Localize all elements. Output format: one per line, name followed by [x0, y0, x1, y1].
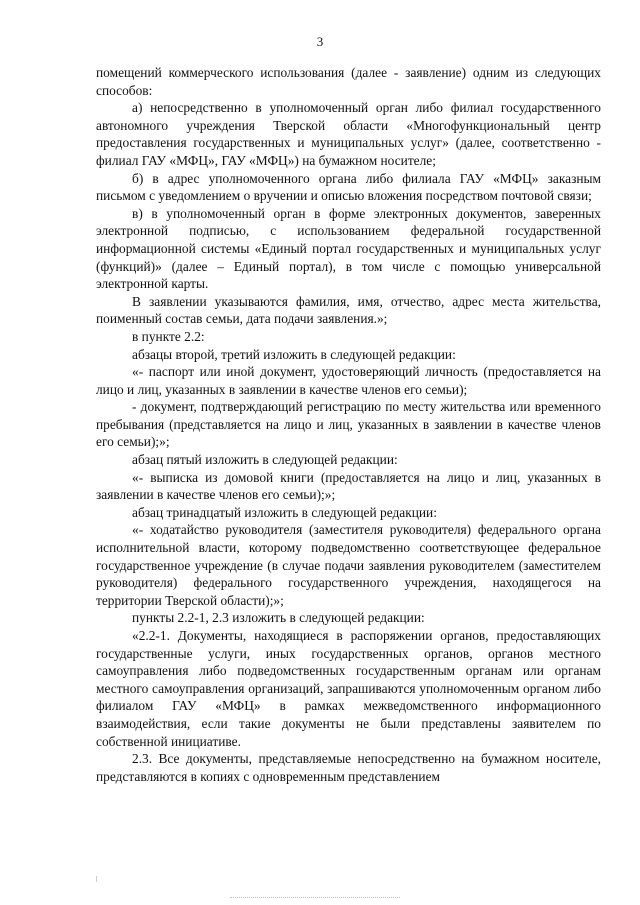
paragraph-6: в пункте 2.2:	[132, 328, 205, 344]
paragraph-16: 2.3. Все документы, представляемые непосредственно на бумажном носителе, представляются в копиях с одновременным представлением	[96, 751, 601, 784]
paragraph-8: «- паспорт или иной документ, удостоверяющий личность (предоставляется на лицо и лиц, указанных в заявлении в качестве членов его семьи);	[96, 364, 601, 397]
scan-mark	[96, 876, 97, 882]
paragraph-4: в) в уполномоченный орган в форме электронных документов, заверенных электронной подписью, с использованием федеральной государственной информационной системы «Единый портал государственных и муниципальных услуг (функций)» (далее – Единый портал), в том числе с помощью универсальной электронной карты.	[96, 205, 601, 292]
paragraph-12: абзац тринадцатый изложить в следующей редакции:	[132, 504, 437, 520]
paragraph-2: а) непосредственно в уполномоченный орган либо филиал государственного автономного учреждения Тверской области «Многофункциональный центр предоставления государственных и муниципальных услуг» (далее, соответственно - филиал ГАУ «МФЦ», ГАУ «МФЦ») на бумажном носителе;	[96, 100, 601, 168]
page-number: 3	[316, 34, 324, 49]
paragraph-7: абзацы второй, третий изложить в следующей редакции:	[132, 346, 456, 362]
paragraph-10: абзац пятый изложить в следующей редакции:	[132, 452, 398, 468]
paragraph-9: - документ, подтверждающий регистрацию по месту жительства или временного пребывания (представляется на лицо и лиц, указанных в заявлении в качестве членов его семьи);»;	[96, 399, 601, 450]
paragraph-1: помещений коммерческого использования (далее - заявление) одним из следующих способов:	[96, 65, 601, 98]
paragraph-3: б) в адрес уполномоченного органа либо филиала ГАУ «МФЦ» заказным письмом с уведомлением о вручении и описью вложения посредством почтовой связи;	[96, 170, 601, 204]
paragraph-5: В заявлении указываются фамилия, имя, отчество, адрес места жительства, поименный состав семьи, дата подачи заявления.»;	[96, 293, 601, 327]
paragraph-13: «- ходатайство руководителя (заместителя руководителя) федерального органа исполнительной власти, которому подведомственно соответствующее федеральное государственное учреждение (в случае подачи заявления руководителем (заместителем руководителя) федерального государственного учреждения, находящегося на территории Тверской области);»;	[96, 522, 601, 608]
paragraph-11: «- выписка из домовой книги (предоставляется на лицо и лиц, указанных в заявлении в качестве членов его семьи);»;	[96, 469, 601, 503]
footer-rule	[230, 897, 400, 898]
paragraph-15: «2.2-1. Документы, находящиеся в распоряжении органов, предоставляющих государственные услуги, иных государственных органов, органов местного самоуправления либо подведомственных государственным органам или органам местного самоуправления организаций, запрашиваются уполномоченным органом либо филиалом ГАУ «МФЦ» в рамках межведомственного информационного взаимодействия, если такие документы не были представлены заявителем по собственной инициативе.	[96, 628, 601, 749]
document-body	[96, 64, 601, 785]
paragraph-14: пункты 2.2-1, 2.3 изложить в следующей редакции:	[132, 610, 425, 626]
